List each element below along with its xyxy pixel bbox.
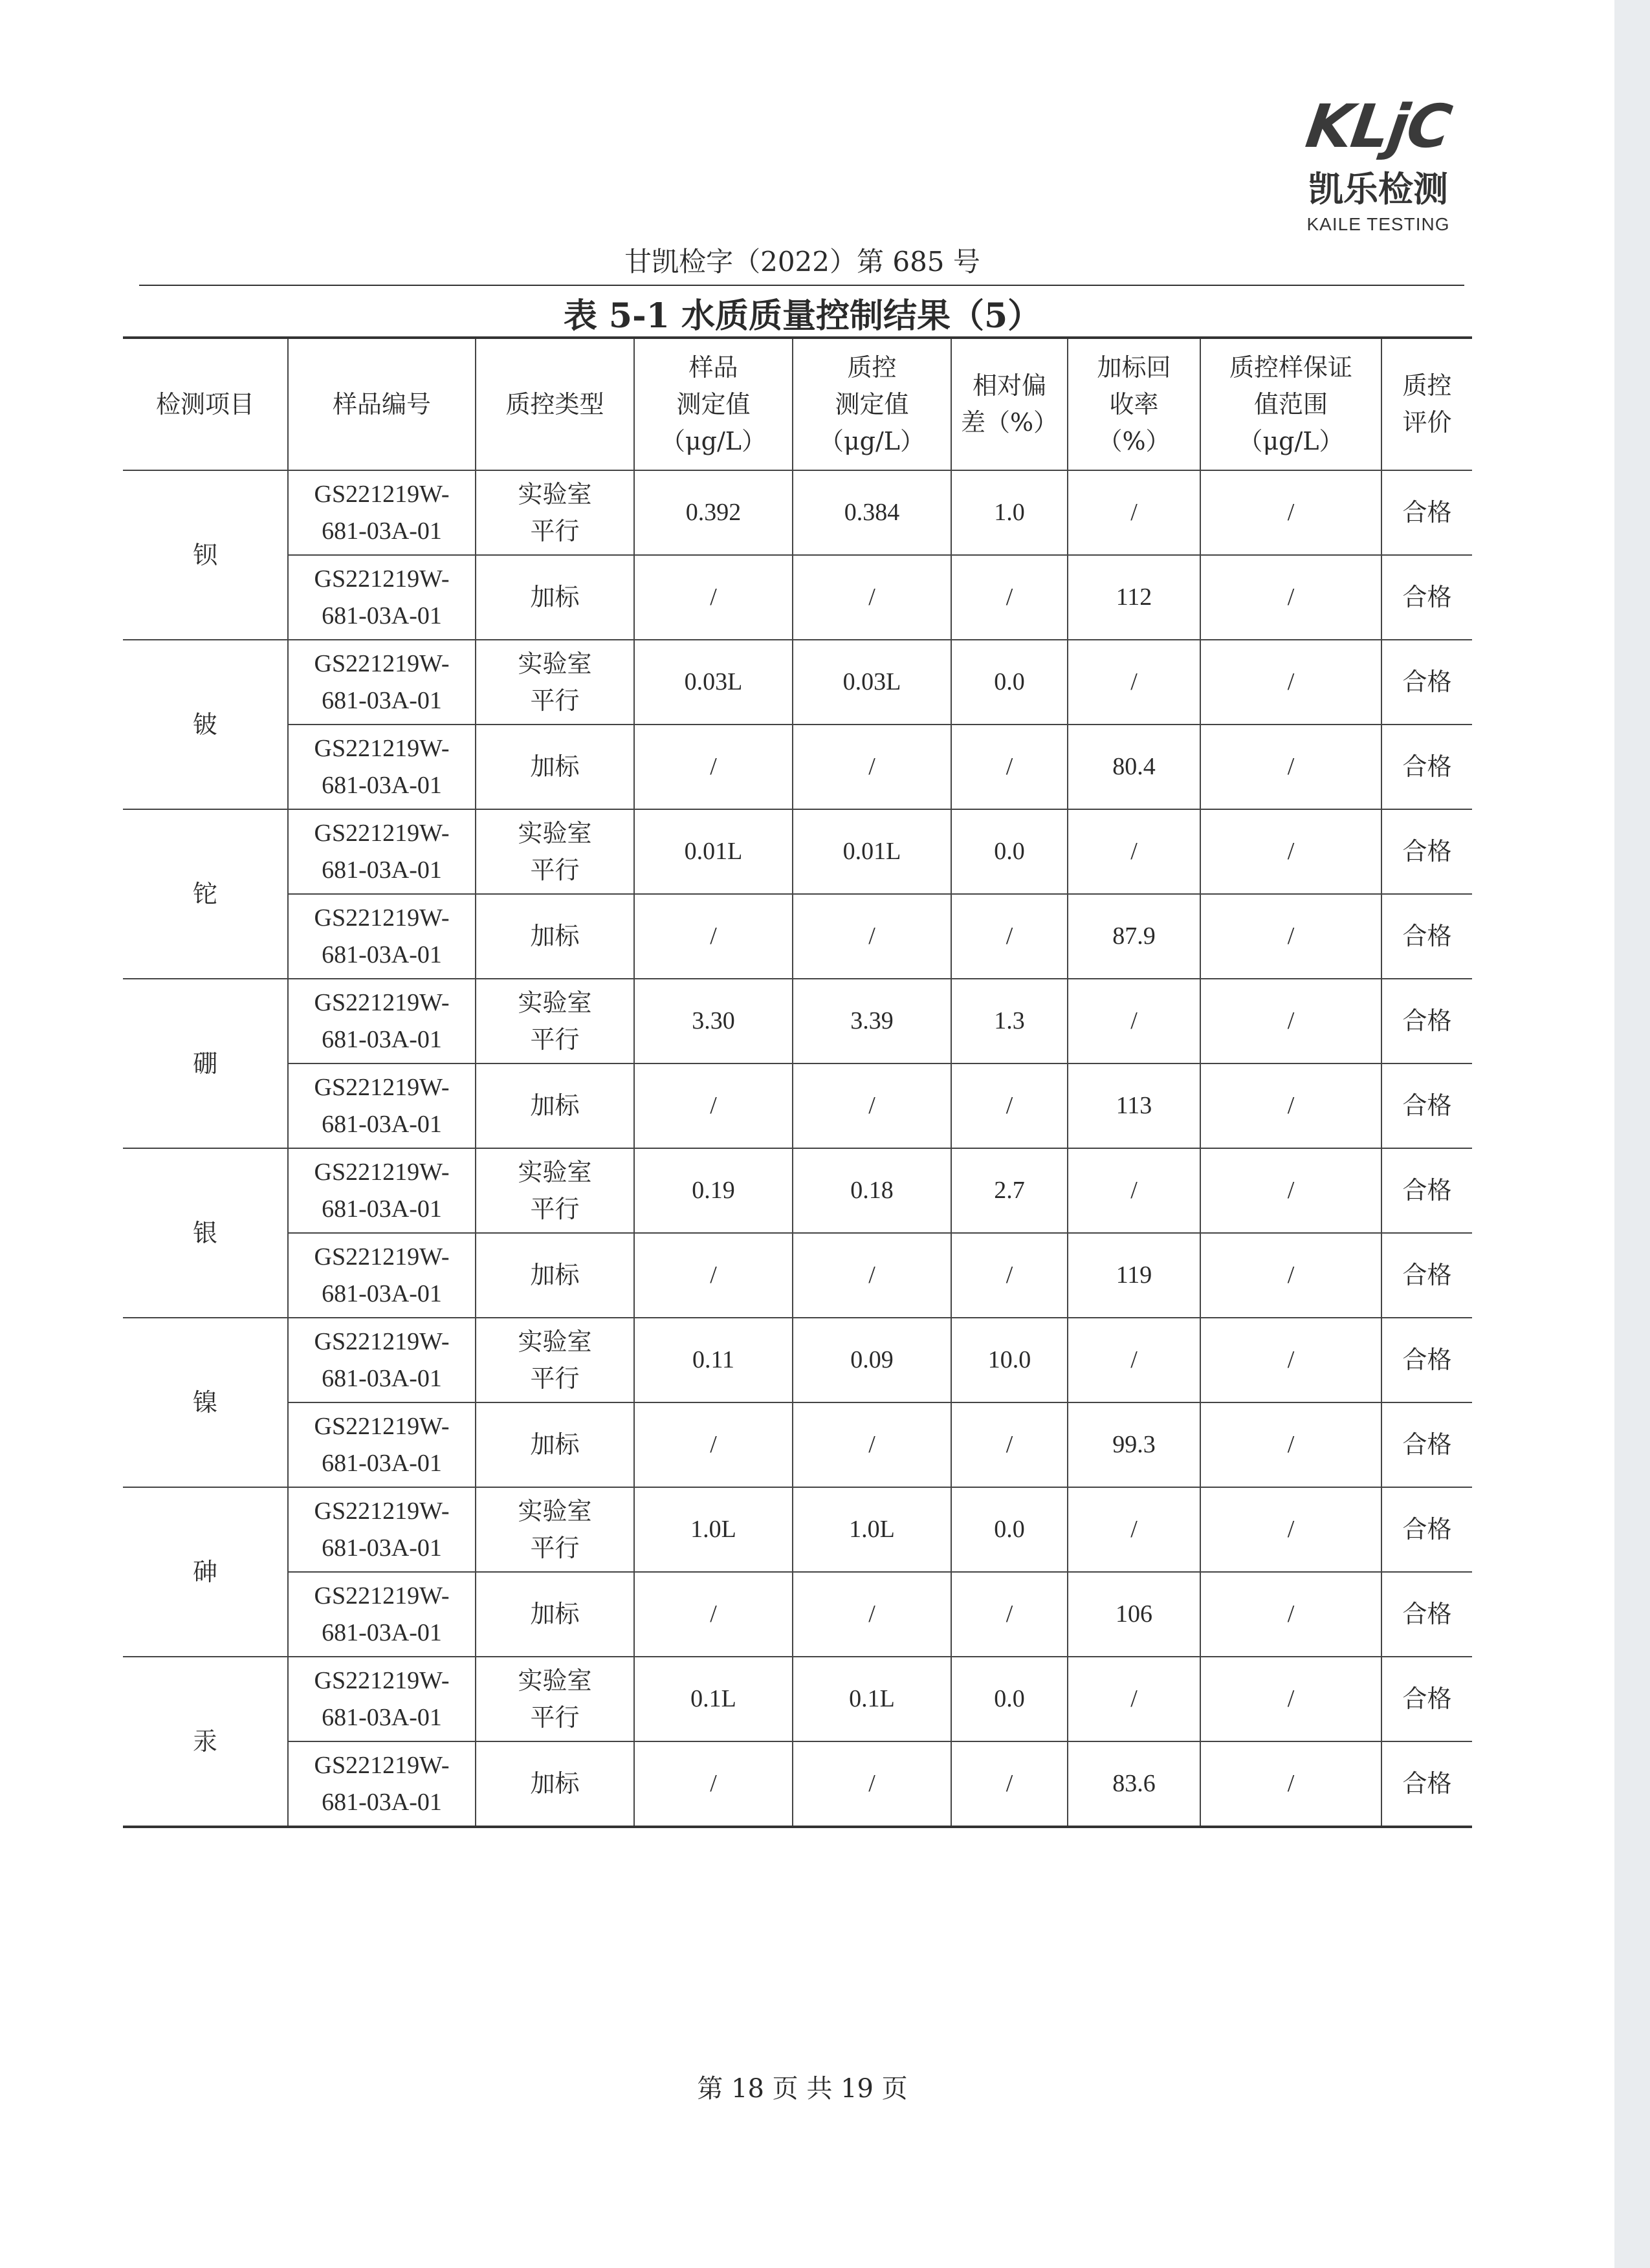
evaluation-cell: 合格 bbox=[1381, 1572, 1472, 1657]
evaluation-cell: 合格 bbox=[1381, 894, 1472, 979]
evaluation-cell: 合格 bbox=[1381, 725, 1472, 809]
relative-deviation-cell: 0.0 bbox=[951, 809, 1068, 894]
relative-deviation-cell: 1.3 bbox=[951, 979, 1068, 1063]
relative-deviation-cell: / bbox=[951, 555, 1068, 640]
table-row bbox=[123, 1233, 1472, 1318]
qc-type-cell: 加标 bbox=[476, 1741, 634, 1827]
sample-value-cell: 0.03L bbox=[634, 640, 793, 725]
evaluation-cell: 合格 bbox=[1381, 555, 1472, 640]
qc-type-cell: 加标 bbox=[476, 725, 634, 809]
logo-name-en: KAILE TESTING bbox=[1306, 214, 1450, 234]
header-recovery: 加标回 收率 （%） bbox=[1068, 338, 1200, 470]
sample-value-cell: 3.30 bbox=[634, 979, 793, 1063]
table-row bbox=[123, 1402, 1472, 1487]
table-row bbox=[123, 1572, 1472, 1657]
evaluation-cell: 合格 bbox=[1381, 1657, 1472, 1741]
qc-value-cell: / bbox=[793, 1402, 951, 1487]
range-cell: / bbox=[1200, 1487, 1381, 1572]
evaluation-cell: 合格 bbox=[1381, 1487, 1472, 1572]
table-row bbox=[123, 470, 1472, 555]
header-qc-value: 质控 测定值 （μg/L） bbox=[793, 338, 951, 470]
evaluation-cell: 合格 bbox=[1381, 979, 1472, 1063]
qc-value-cell: / bbox=[793, 725, 951, 809]
qc-value-cell: / bbox=[793, 894, 951, 979]
sample-value-cell: / bbox=[634, 725, 793, 809]
relative-deviation-cell: / bbox=[951, 1741, 1068, 1827]
relative-deviation-cell: / bbox=[951, 1233, 1068, 1318]
range-cell: / bbox=[1200, 470, 1381, 555]
sample-value-cell: 0.392 bbox=[634, 470, 793, 555]
item-cell: 汞 bbox=[123, 1657, 288, 1827]
logo-name-cn: 凯乐检测 bbox=[1308, 169, 1448, 210]
item-cell: 镍 bbox=[123, 1318, 288, 1487]
header-guaranteed-range: 质控样保证 值范围 （μg/L） bbox=[1200, 338, 1381, 470]
qc-type-cell: 加标 bbox=[476, 1233, 634, 1318]
table-row bbox=[123, 1657, 1472, 1741]
page-number: 第 18 页 共 19 页 bbox=[697, 2074, 908, 2104]
table-row bbox=[123, 809, 1472, 894]
qc-type-cell: 加标 bbox=[476, 1572, 634, 1657]
sample-id-cell: GS221219W- 681-03A-01 bbox=[288, 979, 476, 1063]
recovery-cell: 87.9 bbox=[1068, 894, 1200, 979]
qc-value-cell: / bbox=[793, 1741, 951, 1827]
sample-value-cell: / bbox=[634, 555, 793, 640]
sample-value-cell: / bbox=[634, 1572, 793, 1657]
table-row bbox=[123, 1487, 1472, 1572]
range-cell: / bbox=[1200, 1657, 1381, 1741]
table-header-row bbox=[123, 338, 1472, 470]
document-number: 甘凯检字（2022）第 685 号 bbox=[624, 246, 980, 278]
range-cell: / bbox=[1200, 1741, 1381, 1827]
company-logo bbox=[1288, 92, 1469, 235]
sample-id-cell: GS221219W- 681-03A-01 bbox=[288, 1063, 476, 1148]
range-cell: / bbox=[1200, 1063, 1381, 1148]
logo-mark: KLjC bbox=[1302, 92, 1455, 161]
recovery-cell: / bbox=[1068, 1318, 1200, 1402]
range-cell: / bbox=[1200, 1572, 1381, 1657]
qc-value-cell: 0.18 bbox=[793, 1148, 951, 1233]
qc-value-cell: 1.0L bbox=[793, 1487, 951, 1572]
relative-deviation-cell: / bbox=[951, 1063, 1068, 1148]
qc-type-cell: 实验室 平行 bbox=[476, 470, 634, 555]
qc-value-cell: / bbox=[793, 1572, 951, 1657]
recovery-cell: / bbox=[1068, 979, 1200, 1063]
relative-deviation-cell: / bbox=[951, 1572, 1068, 1657]
table-row bbox=[123, 640, 1472, 725]
evaluation-cell: 合格 bbox=[1381, 470, 1472, 555]
sample-value-cell: 0.01L bbox=[634, 809, 793, 894]
relative-deviation-cell: / bbox=[951, 725, 1068, 809]
recovery-cell: / bbox=[1068, 470, 1200, 555]
qc-type-cell: 实验室 平行 bbox=[476, 1487, 634, 1572]
table-row bbox=[123, 555, 1472, 640]
range-cell: / bbox=[1200, 555, 1381, 640]
relative-deviation-cell: / bbox=[951, 894, 1068, 979]
header-sample-value: 样品 测定值 （μg/L） bbox=[634, 338, 793, 470]
recovery-cell: 112 bbox=[1068, 555, 1200, 640]
qc-value-cell: 0.01L bbox=[793, 809, 951, 894]
item-cell: 铊 bbox=[123, 809, 288, 979]
evaluation-cell: 合格 bbox=[1381, 1063, 1472, 1148]
sample-value-cell: / bbox=[634, 1233, 793, 1318]
table-row bbox=[123, 1148, 1472, 1233]
recovery-cell: / bbox=[1068, 1148, 1200, 1233]
sample-id-cell: GS221219W- 681-03A-01 bbox=[288, 1487, 476, 1572]
evaluation-cell: 合格 bbox=[1381, 1148, 1472, 1233]
evaluation-cell: 合格 bbox=[1381, 1741, 1472, 1827]
recovery-cell: / bbox=[1068, 1487, 1200, 1572]
sample-value-cell: / bbox=[634, 1741, 793, 1827]
sample-id-cell: GS221219W- 681-03A-01 bbox=[288, 894, 476, 979]
item-cell: 钡 bbox=[123, 470, 288, 640]
qc-table-wrapper bbox=[123, 336, 1472, 1828]
qc-type-cell: 实验室 平行 bbox=[476, 1657, 634, 1741]
header-relative-deviation: 相对偏 差（%） bbox=[951, 338, 1068, 470]
range-cell: / bbox=[1200, 894, 1381, 979]
range-cell: / bbox=[1200, 725, 1381, 809]
qc-type-cell: 加标 bbox=[476, 1402, 634, 1487]
evaluation-cell: 合格 bbox=[1381, 809, 1472, 894]
range-cell: / bbox=[1200, 1148, 1381, 1233]
evaluation-cell: 合格 bbox=[1381, 640, 1472, 725]
range-cell: / bbox=[1200, 640, 1381, 725]
recovery-cell: / bbox=[1068, 1657, 1200, 1741]
sample-value-cell: 0.11 bbox=[634, 1318, 793, 1402]
relative-deviation-cell: / bbox=[951, 1402, 1068, 1487]
sample-value-cell: 0.19 bbox=[634, 1148, 793, 1233]
relative-deviation-cell: 10.0 bbox=[951, 1318, 1068, 1402]
sample-id-cell: GS221219W- 681-03A-01 bbox=[288, 809, 476, 894]
scan-edge bbox=[1614, 0, 1650, 2268]
sample-value-cell: 0.1L bbox=[634, 1657, 793, 1741]
recovery-cell: 99.3 bbox=[1068, 1402, 1200, 1487]
recovery-cell: 80.4 bbox=[1068, 725, 1200, 809]
qc-value-cell: / bbox=[793, 1233, 951, 1318]
range-cell: / bbox=[1200, 1233, 1381, 1318]
item-cell: 银 bbox=[123, 1148, 288, 1318]
table-body bbox=[123, 470, 1472, 1827]
evaluation-cell: 合格 bbox=[1381, 1233, 1472, 1318]
table-row bbox=[123, 1741, 1472, 1827]
relative-deviation-cell: 1.0 bbox=[951, 470, 1068, 555]
sample-id-cell: GS221219W- 681-03A-01 bbox=[288, 1741, 476, 1827]
table-row bbox=[123, 1318, 1472, 1402]
sample-id-cell: GS221219W- 681-03A-01 bbox=[288, 1572, 476, 1657]
recovery-cell: 119 bbox=[1068, 1233, 1200, 1318]
header-qc-type: 质控类型 bbox=[476, 338, 634, 470]
evaluation-cell: 合格 bbox=[1381, 1318, 1472, 1402]
qc-value-cell: 0.09 bbox=[793, 1318, 951, 1402]
header-item: 检测项目 bbox=[123, 338, 288, 470]
qc-type-cell: 实验室 平行 bbox=[476, 1318, 634, 1402]
relative-deviation-cell: 0.0 bbox=[951, 1487, 1068, 1572]
relative-deviation-cell: 2.7 bbox=[951, 1148, 1068, 1233]
recovery-cell: / bbox=[1068, 640, 1200, 725]
qc-type-cell: 加标 bbox=[476, 894, 634, 979]
range-cell: / bbox=[1200, 979, 1381, 1063]
recovery-cell: / bbox=[1068, 809, 1200, 894]
sample-value-cell: / bbox=[634, 894, 793, 979]
qc-value-cell: 0.384 bbox=[793, 470, 951, 555]
range-cell: / bbox=[1200, 1402, 1381, 1487]
relative-deviation-cell: 0.0 bbox=[951, 1657, 1068, 1741]
sample-id-cell: GS221219W- 681-03A-01 bbox=[288, 555, 476, 640]
sample-id-cell: GS221219W- 681-03A-01 bbox=[288, 1657, 476, 1741]
range-cell: / bbox=[1200, 1318, 1381, 1402]
qc-value-cell: 0.1L bbox=[793, 1657, 951, 1741]
qc-value-cell: / bbox=[793, 555, 951, 640]
qc-type-cell: 加标 bbox=[476, 1063, 634, 1148]
relative-deviation-cell: 0.0 bbox=[951, 640, 1068, 725]
sample-id-cell: GS221219W- 681-03A-01 bbox=[288, 1402, 476, 1487]
header-sample-id: 样品编号 bbox=[288, 338, 476, 470]
item-cell: 砷 bbox=[123, 1487, 288, 1657]
qc-type-cell: 加标 bbox=[476, 555, 634, 640]
table-row bbox=[123, 725, 1472, 809]
qc-value-cell: 3.39 bbox=[793, 979, 951, 1063]
recovery-cell: 83.6 bbox=[1068, 1741, 1200, 1827]
qc-value-cell: / bbox=[793, 1063, 951, 1148]
sample-id-cell: GS221219W- 681-03A-01 bbox=[288, 1318, 476, 1402]
sample-id-cell: GS221219W- 681-03A-01 bbox=[288, 470, 476, 555]
sample-value-cell: / bbox=[634, 1402, 793, 1487]
header-rule bbox=[139, 285, 1464, 286]
evaluation-cell: 合格 bbox=[1381, 1402, 1472, 1487]
table-title: 表 5-1 水质质量控制结果（5） bbox=[563, 296, 1042, 336]
recovery-cell: 106 bbox=[1068, 1572, 1200, 1657]
item-cell: 铍 bbox=[123, 640, 288, 809]
table-row bbox=[123, 979, 1472, 1063]
range-cell: / bbox=[1200, 809, 1381, 894]
sample-id-cell: GS221219W- 681-03A-01 bbox=[288, 725, 476, 809]
qc-type-cell: 实验室 平行 bbox=[476, 809, 634, 894]
sample-value-cell: 1.0L bbox=[634, 1487, 793, 1572]
header-evaluation: 质控 评价 bbox=[1381, 338, 1472, 470]
item-cell: 硼 bbox=[123, 979, 288, 1148]
recovery-cell: 113 bbox=[1068, 1063, 1200, 1148]
sample-id-cell: GS221219W- 681-03A-01 bbox=[288, 1233, 476, 1318]
sample-id-cell: GS221219W- 681-03A-01 bbox=[288, 1148, 476, 1233]
qc-type-cell: 实验室 平行 bbox=[476, 640, 634, 725]
qc-type-cell: 实验室 平行 bbox=[476, 1148, 634, 1233]
table-row bbox=[123, 894, 1472, 979]
sample-value-cell: / bbox=[634, 1063, 793, 1148]
table-row bbox=[123, 1063, 1472, 1148]
qc-value-cell: 0.03L bbox=[793, 640, 951, 725]
qc-type-cell: 实验室 平行 bbox=[476, 979, 634, 1063]
qc-results-table bbox=[123, 336, 1472, 1828]
sample-id-cell: GS221219W- 681-03A-01 bbox=[288, 640, 476, 725]
